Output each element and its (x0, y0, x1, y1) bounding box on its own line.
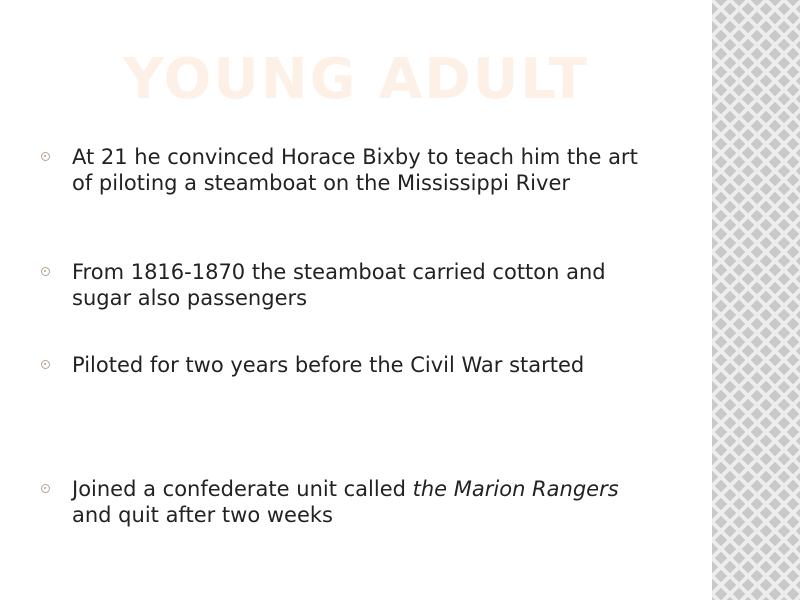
bullet-text-prefix: Joined a confederate unit called (72, 477, 413, 501)
circle-bullet-icon (41, 152, 50, 161)
bullet-text: At 21 he convinced Horace Bixby to teach him the art of piloting a steamboat on the Mississippi River (72, 145, 638, 195)
bullet-text-suffix: and quit after two weeks (72, 503, 333, 527)
circle-bullet-icon (41, 267, 50, 276)
bullet-text: From 1816-1870 the steamboat carried cotton and sugar also passengers (72, 260, 606, 310)
decorative-diamond-pattern-panel (712, 0, 800, 600)
circle-bullet-icon (41, 484, 50, 493)
bullet-text: Piloted for two years before the Civil War started (72, 353, 585, 377)
circle-bullet-icon (41, 360, 50, 369)
unit-name-italic: the Marion Rangers (412, 477, 619, 501)
slide-title: YOUNG ADULT (123, 47, 589, 112)
bullet-text (72, 476, 662, 528)
